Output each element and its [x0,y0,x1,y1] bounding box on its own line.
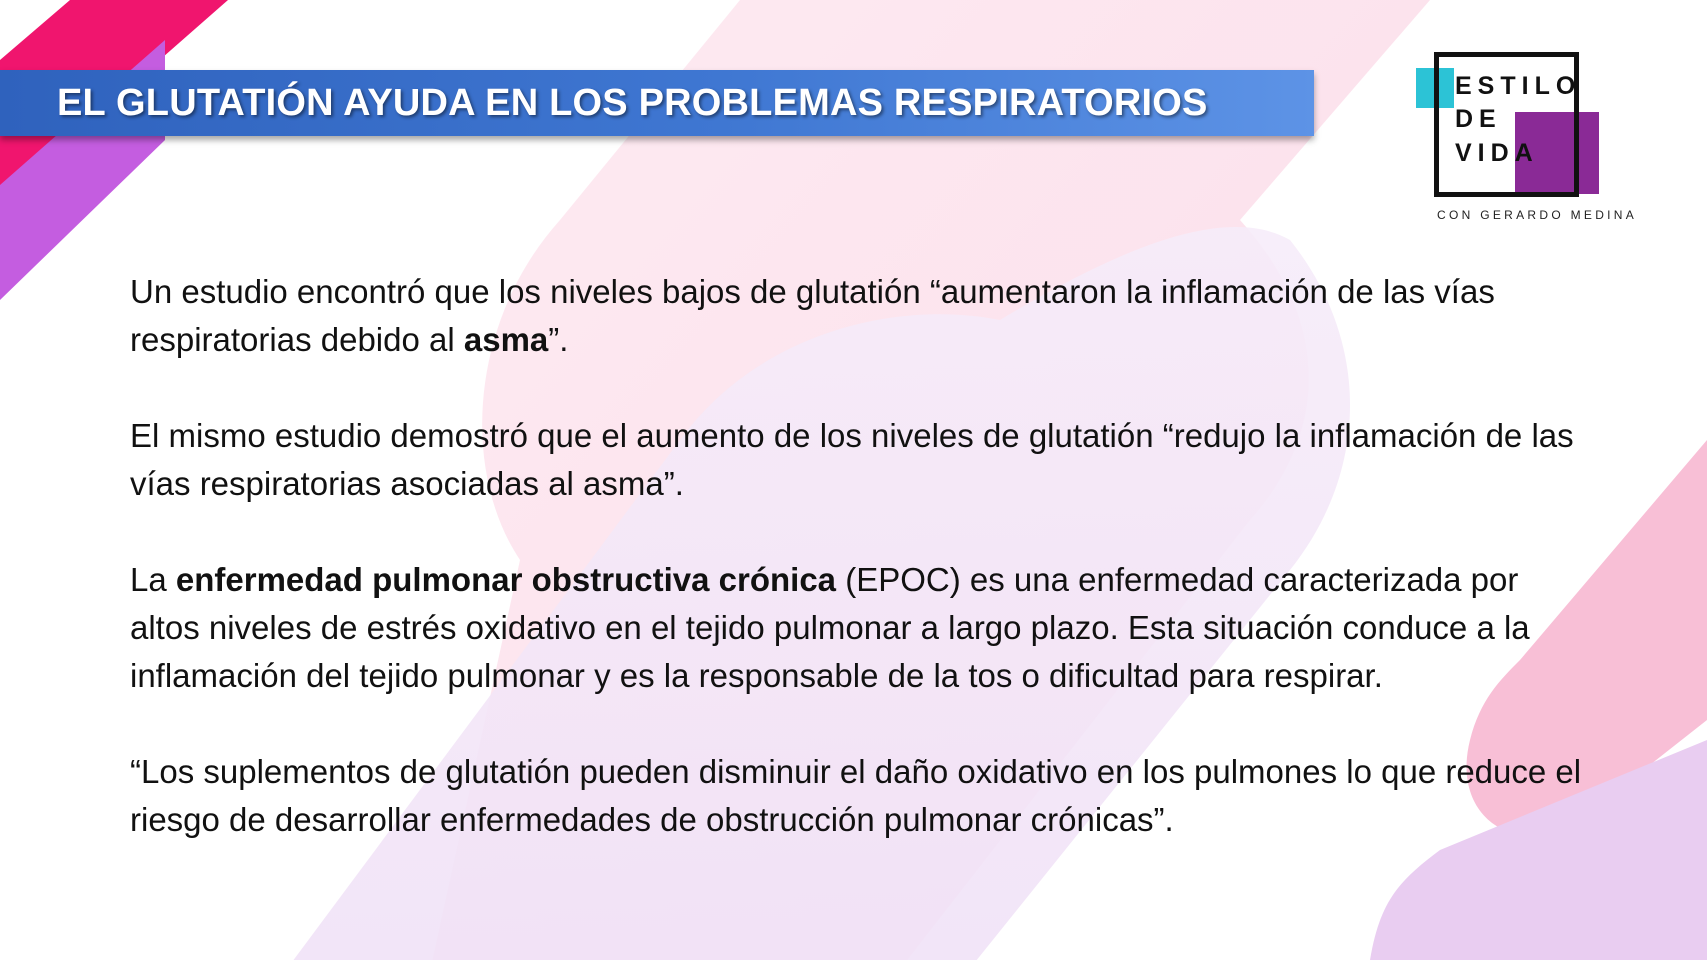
body-text [130,268,1590,844]
paragraph-same-study: El mismo estudio demostró que el aumento de los niveles de glutatión “redujo la inflamación de las vías respiratorias asociadas al asma”. [130,417,1574,502]
paragraph-asthma-study: Un estudio encontró que los niveles bajos de glutatión “aumentaron la inflamación de las vías respiratorias debido al asma”. [130,273,1495,358]
paragraph-epoc: La enfermedad pulmonar obstructiva crónica (EPOC) es una enfermedad caracterizada por altos niveles de estrés oxidativo en el tejido pulmonar a largo plazo. Esta situación conduce a la inflamación del tejido pulmonar y es la responsable de la tos o dificultad para respirar. [130,561,1530,694]
logo-word-estilo: ESTILO [1455,72,1582,100]
logo-tagline: CON GERARDO MEDINA [1437,208,1638,222]
bold-term-asma: asma [463,321,549,358]
title-banner [0,70,1314,136]
logo-word-de: DE [1455,105,1502,133]
paragraph-supplements-quote: “Los suplementos de glutatión pueden disminuir el daño oxidativo en los pulmones lo que reduce el riesgo de desarrollar enfermedades de obstrucción pulmonar crónicas”. [130,753,1582,838]
bold-term-epoc: enfermedad pulmonar obstructiva crónica [175,561,837,598]
page-title: EL GLUTATIÓN AYUDA EN LOS PROBLEMAS RESPIRATORIOS [57,81,1208,124]
logo-word-vida: VIDA [1455,139,1539,167]
brand-logo [1413,48,1663,228]
